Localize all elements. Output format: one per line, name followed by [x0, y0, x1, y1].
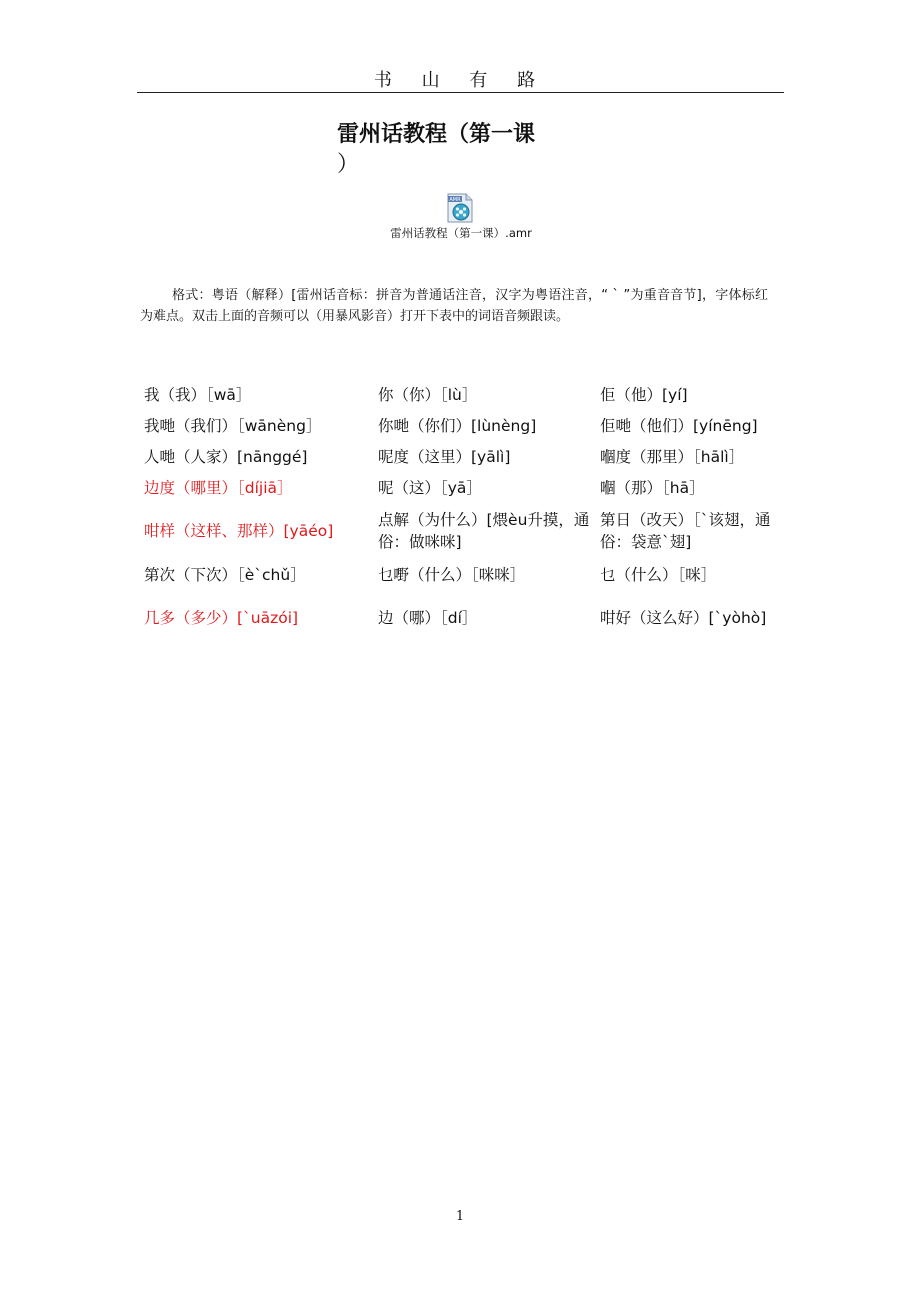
table-row [140, 472, 790, 503]
vocab-entry: 乜嘢（什么）［咪咪］ [378, 565, 526, 584]
vocab-entry: 你哋（你们）[lùnèng] [378, 416, 537, 435]
vocab-entry: 我（我）［wā］ [144, 385, 252, 404]
vocab-entry: 边（哪）［dí］ [378, 609, 478, 627]
svg-text:AMR: AMR [449, 197, 461, 203]
vocab-entry: 我哋（我们）［wānèng］ [144, 416, 322, 435]
vocabulary-table [140, 379, 790, 646]
table-row [140, 503, 790, 559]
vocab-entry: 呢度（这里）[yālì] [378, 447, 511, 466]
table-row [140, 559, 790, 590]
vocab-entry: 佢哋（他们）[yínēng] [600, 416, 758, 435]
vocab-entry: 咁好（这么好）[ˋyòhò] [600, 609, 767, 627]
table-row [140, 379, 790, 410]
attachment-filename[interactable]: 雷州话教程（第一课）.amr [390, 226, 532, 240]
table-row [140, 441, 790, 472]
page-number: 1 [455, 1209, 465, 1224]
vocab-entry: 第次（下次）［èˋchǔ］ [144, 565, 306, 584]
title-main: 雷州话教程（第一课 [337, 122, 536, 147]
vocab-entry: 嗰（那）［hā］ [600, 478, 705, 497]
vocab-entry: 第日（改天）［ˋ该翅，通俗：袋意ˋ翅] [600, 511, 771, 551]
vocab-entry: 乜（什么）［咪］ [600, 565, 717, 584]
vocab-entry: 点解（为什么）[煨èu升摸，通俗：做咪咪] [378, 511, 590, 551]
vocab-entry: 佢（他）[yí] [600, 385, 688, 404]
vocab-entry: 嗰度（那里）［hālì］ [600, 447, 745, 466]
header-divider [137, 92, 784, 93]
vocab-entry: 呢（这）［yā］ [378, 478, 482, 497]
table-row [140, 590, 790, 646]
audio-file-icon[interactable] [445, 193, 475, 223]
vocab-entry: 几多（多少）[ˋuāzói] [144, 609, 299, 627]
vocab-entry: 人哋（人家）[nānggé] [144, 447, 308, 466]
title-end: ） [337, 152, 360, 177]
vocab-entry: 你（你）［lù］ [378, 385, 478, 404]
vocab-entry: 边度（哪里）［díjiā］ [144, 478, 293, 497]
table-row [140, 410, 790, 441]
intro-paragraph: 格式：粤语（解释）[雷州话音标：拼音为普通话注音，汉字为粤语注音，“ ˋ ”为重音音节]，字体标红为难点。双击上面的音频可以（用暴风影音）打开下表中的词语音频跟读。 [140, 288, 768, 324]
page-header: 书 山 有 路 [373, 70, 548, 91]
vocab-entry: 咁样（这样、那样）[yāéo] [144, 522, 334, 540]
document-title [337, 120, 577, 180]
